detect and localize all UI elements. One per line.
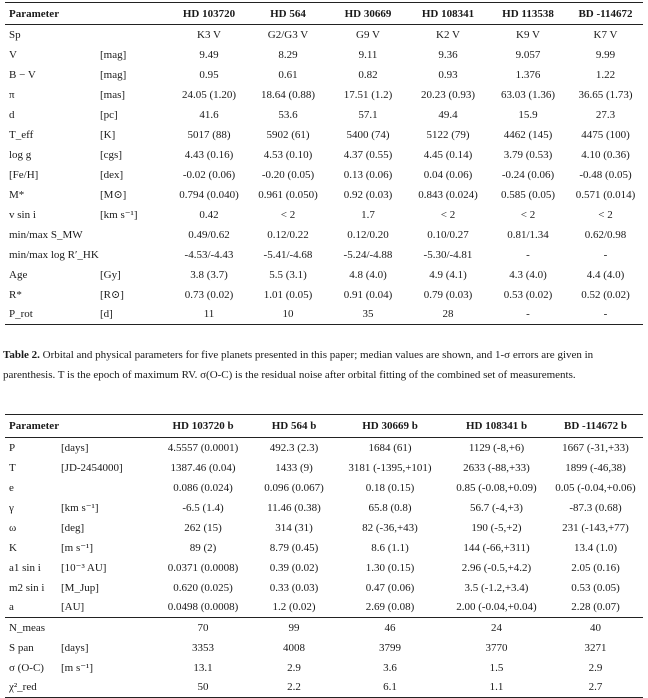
stellar-parameters-table xyxy=(5,2,643,325)
parameter-cell: P xyxy=(9,441,16,454)
column-header: BD -114672 b xyxy=(564,420,627,432)
value-cell: 40 xyxy=(590,621,601,634)
value-cell: - xyxy=(526,308,530,321)
value-cell: -6.5 (1.4) xyxy=(182,501,224,514)
parameter-cell: min/max S_MW xyxy=(9,228,83,241)
unit-cell: [mas] xyxy=(100,88,126,101)
value-cell: 0.10/0.27 xyxy=(427,228,469,241)
column-header: HD 113538 xyxy=(502,7,554,20)
value-cell: 1667 (-31,+33) xyxy=(562,441,629,454)
value-cell: 1.01 (0.05) xyxy=(263,288,313,301)
column-header: HD 564 b xyxy=(271,420,317,432)
value-cell: 2.69 (0.08) xyxy=(365,601,415,614)
value-cell: 8.29 xyxy=(278,48,298,61)
value-cell: 70 xyxy=(197,621,209,634)
value-cell: G9 V xyxy=(356,28,380,41)
column-header: HD 564 xyxy=(270,7,306,20)
parameter-cell: γ xyxy=(9,501,14,514)
value-cell: 4475 (100) xyxy=(581,128,630,141)
value-cell: 0.0498 (0.0008) xyxy=(167,601,239,614)
parameter-cell: [Fe/H] xyxy=(9,168,39,181)
value-cell: 0.92 (0.03) xyxy=(343,188,393,201)
value-cell: 0.52 (0.02) xyxy=(581,288,630,301)
value-cell: 0.843 (0.024) xyxy=(418,188,478,201)
value-cell: 0.12/0.20 xyxy=(347,228,389,241)
value-cell: 3271 xyxy=(584,641,607,654)
value-cell: 27.3 xyxy=(595,108,616,121)
table-row xyxy=(5,598,643,618)
caption-text: Orbital and physical parameters for five planets presented in this paper; median values are shown, and 1-σ errors are given in parenthesis. T is the epoch of maximum RV. σ(O-C) is the residual noise after orbital fitting of the combined set of measurements. xyxy=(3,349,594,381)
value-cell: -5.41/-4.68 xyxy=(263,248,313,261)
table-row xyxy=(5,165,643,185)
unit-cell: [deg] xyxy=(61,521,85,534)
column-header: HD 108341 xyxy=(421,7,475,20)
table-row xyxy=(5,618,643,638)
value-cell: 0.47 (0.06) xyxy=(365,581,415,594)
value-cell: 0.571 (0.014) xyxy=(575,188,636,201)
value-cell: 1.2 (0.02) xyxy=(272,601,316,614)
value-cell: 0.49/0.62 xyxy=(188,228,230,241)
parameter-cell: T xyxy=(9,461,16,474)
value-cell: 190 (-5,+2) xyxy=(471,521,522,534)
value-cell: 4.53 (0.10) xyxy=(263,148,313,161)
value-cell: 0.95 xyxy=(199,68,219,81)
caption-label: Table 2. xyxy=(3,349,40,361)
parameter-cell: v sin i xyxy=(9,208,36,221)
value-cell: 0.73 (0.02) xyxy=(184,288,234,301)
table-row xyxy=(5,185,643,205)
value-cell: 2.2 xyxy=(287,681,301,694)
column-header: Parameter xyxy=(9,7,60,20)
value-cell: 9.36 xyxy=(438,48,458,61)
table-body xyxy=(5,25,643,325)
value-cell: 4.5557 (0.0001) xyxy=(167,441,239,454)
parameter-cell: K xyxy=(9,541,17,554)
value-cell: 99 xyxy=(288,621,300,634)
value-cell: -87.3 (0.68) xyxy=(569,501,622,514)
value-cell: 1.1 xyxy=(489,681,504,694)
parameter-cell: d xyxy=(9,108,15,121)
value-cell: 89 (2) xyxy=(189,541,217,554)
value-cell: 1433 (9) xyxy=(275,461,313,474)
value-cell: - xyxy=(603,308,608,321)
value-cell: 3.5 (-1.2,+3.4) xyxy=(464,581,529,594)
value-cell: 0.585 (0.05) xyxy=(500,188,556,201)
value-cell: -0.48 (0.05) xyxy=(579,168,632,181)
value-cell: 24.05 (1.20) xyxy=(181,88,237,101)
parameter-cell: π xyxy=(9,88,15,101)
value-cell: 49.4 xyxy=(438,108,458,121)
value-cell: 0.42 xyxy=(199,208,219,221)
unit-cell: [K] xyxy=(100,128,116,141)
value-cell: 2.9 xyxy=(287,661,301,674)
value-cell: < 2 xyxy=(520,208,536,221)
value-cell: 56.7 (-4,+3) xyxy=(470,501,523,514)
value-cell: 314 (31) xyxy=(275,521,313,534)
value-cell: - xyxy=(603,248,608,261)
value-cell: 2.28 (0.07) xyxy=(571,601,620,614)
table-row xyxy=(5,285,643,305)
value-cell: 4.8 (4.0) xyxy=(349,268,387,281)
unit-cell xyxy=(100,25,170,45)
value-cell: 0.39 (0.02) xyxy=(269,561,319,574)
value-cell: < 2 xyxy=(440,208,456,221)
unit-cell xyxy=(61,478,153,498)
value-cell: 4.9 (4.1) xyxy=(429,268,467,281)
parameter-cell: ω xyxy=(9,521,17,534)
value-cell: 4008 xyxy=(283,641,305,654)
unit-cell xyxy=(61,678,153,698)
table-row xyxy=(5,638,643,658)
column-header xyxy=(61,415,153,438)
value-cell: 0.13 (0.06) xyxy=(343,168,393,181)
table-row xyxy=(5,245,643,265)
value-cell: 82 (-36,+43) xyxy=(362,521,418,534)
table-row xyxy=(5,125,643,145)
value-cell: -0.02 (0.06) xyxy=(182,168,236,181)
value-cell: K3 V xyxy=(197,28,221,41)
column-header: HD 103720 b xyxy=(172,420,234,432)
table-row xyxy=(5,658,643,678)
unit-cell: [d] xyxy=(100,308,113,321)
value-cell: 262 (15) xyxy=(184,521,222,534)
value-cell: 1387.46 (0.04) xyxy=(170,461,236,474)
parameter-cell: a1 sin i xyxy=(9,561,41,574)
value-cell: 231 (-143,+77) xyxy=(562,521,629,534)
value-cell: 3.79 (0.53) xyxy=(503,148,553,161)
column-header xyxy=(100,3,170,25)
unit-cell: [km s⁻¹] xyxy=(100,209,138,221)
table-row xyxy=(5,105,643,125)
value-cell: -5.30/-4.81 xyxy=(423,248,473,261)
value-cell: 4.10 (0.36) xyxy=(581,148,630,161)
parameter-cell: T_eff xyxy=(9,128,34,141)
value-cell: 5400 (74) xyxy=(346,128,390,141)
unit-cell: [pc] xyxy=(100,108,118,121)
planet-parameters-table xyxy=(5,414,643,698)
value-cell: 0.18 (0.15) xyxy=(365,481,415,494)
unit-cell: [AU] xyxy=(61,601,85,614)
value-cell: 8.79 (0.45) xyxy=(269,541,319,554)
value-cell: 9.99 xyxy=(595,48,616,61)
value-cell: 2.00 (-0.04,+0.04) xyxy=(456,601,537,614)
table-row xyxy=(5,265,643,285)
value-cell: 63.03 (1.36) xyxy=(500,88,556,101)
table-header-row xyxy=(5,3,643,25)
column-header: HD 103720 xyxy=(182,7,236,20)
parameter-cell: min/max log R′_HK xyxy=(9,248,99,261)
table-row xyxy=(5,538,643,558)
value-cell: 1899 (-46,38) xyxy=(565,461,626,474)
value-cell: 3181 (-1395,+101) xyxy=(348,461,432,474)
unit-cell: [M⊙] xyxy=(100,189,127,201)
value-cell: 1129 (-8,+6) xyxy=(468,441,525,454)
value-cell: -0.24 (0.06) xyxy=(501,168,555,181)
value-cell: 1684 (61) xyxy=(368,441,412,454)
unit-cell: [M_Jup] xyxy=(61,581,99,594)
unit-cell: [km s⁻¹] xyxy=(61,502,99,514)
value-cell: 3.6 xyxy=(383,661,397,674)
value-cell: 0.85 (-0.08,+0.09) xyxy=(456,481,537,494)
value-cell: -5.24/-4.88 xyxy=(343,248,393,261)
table-header-row xyxy=(5,415,643,438)
value-cell: 18.64 (0.88) xyxy=(260,88,316,101)
value-cell: 1.7 xyxy=(361,208,375,221)
table-row xyxy=(5,205,643,225)
value-cell: 20.23 (0.93) xyxy=(420,88,476,101)
table-row xyxy=(5,558,643,578)
unit-cell xyxy=(100,225,170,245)
parameter-cell: a xyxy=(9,601,14,614)
value-cell: 35 xyxy=(362,308,374,321)
value-cell: 46 xyxy=(384,621,396,634)
value-cell: 53.6 xyxy=(278,108,298,121)
value-cell: 2.9 xyxy=(588,661,603,674)
table-row xyxy=(5,498,643,518)
parameter-cell: R* xyxy=(9,288,22,301)
table-row xyxy=(5,305,643,325)
value-cell: 0.620 (0.025) xyxy=(173,581,233,594)
value-cell: 11.46 (0.38) xyxy=(267,501,321,514)
parameter-cell: N_meas xyxy=(9,621,46,634)
parameter-cell: log g xyxy=(9,148,32,161)
value-cell: 4.37 (0.55) xyxy=(343,148,393,161)
unit-cell: [mag] xyxy=(100,48,127,61)
unit-cell: [m s⁻¹] xyxy=(61,542,94,554)
value-cell: 3353 xyxy=(192,641,214,654)
value-cell: 1.22 xyxy=(595,68,616,81)
unit-cell: [m s⁻¹] xyxy=(61,662,94,674)
column-header: BD -114672 xyxy=(578,7,633,20)
value-cell: 0.61 xyxy=(278,68,298,81)
table-body xyxy=(5,438,643,698)
value-cell: 0.93 xyxy=(438,68,458,81)
value-cell: 0.794 (0.040) xyxy=(179,188,239,201)
column-header: HD 30669 b xyxy=(362,420,418,432)
unit-cell: [JD-2454000] xyxy=(61,461,123,474)
unit-cell: [dex] xyxy=(100,168,124,181)
table-row xyxy=(5,458,643,478)
table-row xyxy=(5,225,643,245)
unit-cell xyxy=(61,618,153,638)
parameter-cell: V xyxy=(9,48,17,61)
value-cell: 13.1 xyxy=(193,661,213,674)
value-cell: - xyxy=(526,248,530,261)
unit-cell: [Gy] xyxy=(100,268,121,281)
value-cell: 2.7 xyxy=(588,681,603,694)
parameter-cell: B − V xyxy=(9,68,36,81)
value-cell: 5.5 (3.1) xyxy=(269,268,307,281)
value-cell: 13.4 (1.0) xyxy=(573,541,618,554)
value-cell: -0.20 (0.05) xyxy=(261,168,315,181)
value-cell: 492.3 (2.3) xyxy=(269,441,319,454)
value-cell: 36.65 (1.73) xyxy=(578,88,633,101)
value-cell: 0.12/0.22 xyxy=(267,228,309,241)
table-row xyxy=(5,65,643,85)
value-cell: 4.45 (0.14) xyxy=(423,148,473,161)
table-caption xyxy=(3,346,643,385)
table-row xyxy=(5,438,643,458)
value-cell: 4.3 (4.0) xyxy=(509,268,547,281)
value-cell: 10 xyxy=(282,308,294,321)
value-cell: 9.49 xyxy=(199,48,219,61)
value-cell: 0.04 (0.06) xyxy=(423,168,473,181)
value-cell: K2 V xyxy=(436,28,460,41)
value-cell: 144 (-66,+311) xyxy=(463,541,530,554)
parameter-cell: e xyxy=(9,481,14,494)
value-cell: 3770 xyxy=(485,641,508,654)
value-cell: 50 xyxy=(197,681,209,694)
value-cell: 0.82 xyxy=(358,68,378,81)
value-cell: 9.11 xyxy=(358,48,378,61)
value-cell: -4.53/-4.43 xyxy=(184,248,234,261)
table-row xyxy=(5,25,643,45)
value-cell: 1.376 xyxy=(515,68,541,81)
value-cell: 11 xyxy=(203,308,215,321)
column-header: HD 108341 b xyxy=(465,420,528,432)
table-row xyxy=(5,85,643,105)
value-cell: 0.53 (0.05) xyxy=(571,581,620,594)
value-cell: 0.05 (-0.04,+0.06) xyxy=(555,481,636,494)
value-cell: 1.30 (0.15) xyxy=(365,561,415,574)
value-cell: 0.81/1.34 xyxy=(507,228,549,241)
value-cell: 0.91 (0.04) xyxy=(343,288,393,301)
value-cell: 28 xyxy=(442,308,454,321)
parameter-cell: P_rot xyxy=(9,308,33,321)
table-row xyxy=(5,145,643,165)
value-cell: 4.4 (4.0) xyxy=(586,268,625,281)
value-cell: 0.79 (0.03) xyxy=(423,288,473,301)
value-cell: K9 V xyxy=(516,28,540,41)
unit-cell: [days] xyxy=(61,441,89,454)
value-cell: 2633 (-88,+33) xyxy=(463,461,530,474)
value-cell: 0.53 (0.02) xyxy=(503,288,553,301)
value-cell: 1.5 xyxy=(489,661,504,674)
parameter-cell: Age xyxy=(9,268,28,281)
value-cell: 17.51 (1.2) xyxy=(343,88,393,101)
parameter-cell: M* xyxy=(9,188,25,201)
unit-cell: [cgs] xyxy=(100,148,122,161)
table-row xyxy=(5,478,643,498)
value-cell: 41.6 xyxy=(199,108,219,121)
table-row xyxy=(5,45,643,65)
value-cell: 9.057 xyxy=(515,48,541,61)
column-header: HD 30669 xyxy=(344,7,392,20)
unit-cell xyxy=(100,245,170,265)
unit-cell: [R⊙] xyxy=(100,289,124,301)
value-cell: 3.8 (3.7) xyxy=(190,268,228,281)
value-cell: 5017 (88) xyxy=(187,128,231,141)
parameter-cell: Sp xyxy=(9,28,21,41)
value-cell: 0.961 (0.050) xyxy=(258,188,318,201)
value-cell: 0.62/0.98 xyxy=(584,228,627,241)
value-cell: G2/G3 V xyxy=(267,28,309,41)
table-row xyxy=(5,518,643,538)
value-cell: 5902 (61) xyxy=(266,128,310,141)
value-cell: 0.096 (0.067) xyxy=(264,481,324,494)
unit-cell: [days] xyxy=(61,641,89,654)
value-cell: 15.9 xyxy=(518,108,538,121)
value-cell: 57.1 xyxy=(358,108,378,121)
value-cell: < 2 xyxy=(280,208,296,221)
value-cell: 2.05 (0.16) xyxy=(571,561,620,574)
parameter-cell: S pan xyxy=(9,641,34,654)
column-header: Parameter xyxy=(9,420,60,432)
unit-cell: [mag] xyxy=(100,68,127,81)
value-cell: < 2 xyxy=(598,208,613,221)
value-cell: 3799 xyxy=(379,641,401,654)
value-cell: 4.43 (0.16) xyxy=(184,148,234,161)
value-cell: 0.33 (0.03) xyxy=(269,581,319,594)
table-row xyxy=(5,678,643,698)
value-cell: 4462 (145) xyxy=(503,128,553,141)
value-cell: 24 xyxy=(491,621,502,634)
value-cell: K7 V xyxy=(593,28,618,41)
value-cell: 65.8 (0.8) xyxy=(368,501,412,514)
value-cell: 5122 (79) xyxy=(426,128,470,141)
value-cell: 8.6 (1.1) xyxy=(371,541,409,554)
parameter-cell: χ²_red xyxy=(9,681,37,694)
unit-cell: [10⁻³ AU] xyxy=(61,562,107,574)
parameter-cell: m2 sin i xyxy=(9,581,45,594)
value-cell: 6.1 xyxy=(383,681,397,694)
value-cell: 0.086 (0.024) xyxy=(173,481,233,494)
value-cell: 0.0371 (0.0008) xyxy=(167,561,239,574)
table-row xyxy=(5,578,643,598)
value-cell: 2.96 (-0.5,+4.2) xyxy=(461,561,532,574)
parameter-cell: σ (O-C) xyxy=(9,661,44,674)
